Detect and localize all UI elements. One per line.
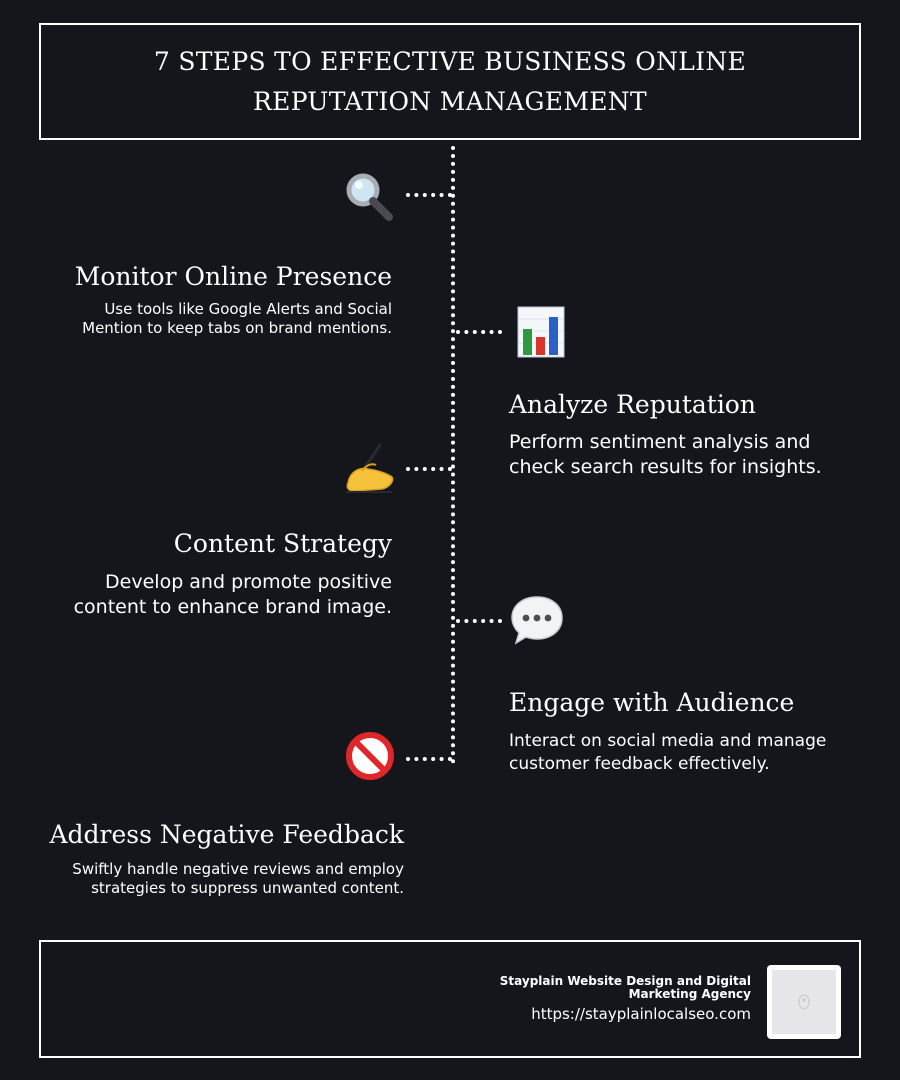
connector-step-1	[406, 193, 452, 197]
step-1-title: Monitor Online Presence	[74, 262, 392, 291]
title-box	[39, 23, 861, 140]
page-title: 7 STEPS TO EFFECTIVE BUSINESS ONLINE REPUTATION MANAGEMENT	[153, 46, 747, 116]
step-5-description: Swiftly handle negative reviews and employ strategies to suppress unwanted content.	[72, 860, 404, 897]
step-5-title: Address Negative Feedback	[49, 820, 404, 849]
connector-step-5	[406, 757, 452, 761]
agency-url-link[interactable]: https://stayplainlocalseo.com	[531, 1005, 751, 1023]
magnifying-glass-icon	[342, 170, 396, 224]
step-2-title: Analyze Reputation	[509, 390, 756, 419]
step-2-description: Perform sentiment analysis and check search results for insights.	[509, 431, 822, 478]
bar-chart-icon	[514, 305, 568, 359]
logo-placeholder	[772, 970, 836, 1034]
timeline-line	[451, 146, 455, 764]
connector-step-3	[406, 467, 452, 471]
connector-step-2	[456, 330, 502, 334]
connector-step-4	[456, 619, 502, 623]
logo-mark-icon	[797, 993, 811, 1011]
step-3-description: Develop and promote positive content to enhance brand image.	[73, 571, 392, 618]
agency-name: Stayplain Website Design and Digital Marketing Agency	[499, 974, 751, 1001]
step-3-title: Content Strategy	[173, 529, 392, 558]
step-1-description: Use tools like Google Alerts and Social Mention to keep tabs on brand mentions.	[82, 300, 392, 337]
footer-box	[39, 940, 861, 1058]
step-4-description: Interact on social media and manage customer feedback effectively.	[509, 731, 827, 774]
writing-hand-icon	[342, 441, 396, 495]
step-4-title: Engage with Audience	[509, 688, 795, 717]
prohibited-icon	[343, 729, 397, 783]
agency-logo	[767, 965, 841, 1039]
speech-bubble-icon	[510, 593, 564, 647]
